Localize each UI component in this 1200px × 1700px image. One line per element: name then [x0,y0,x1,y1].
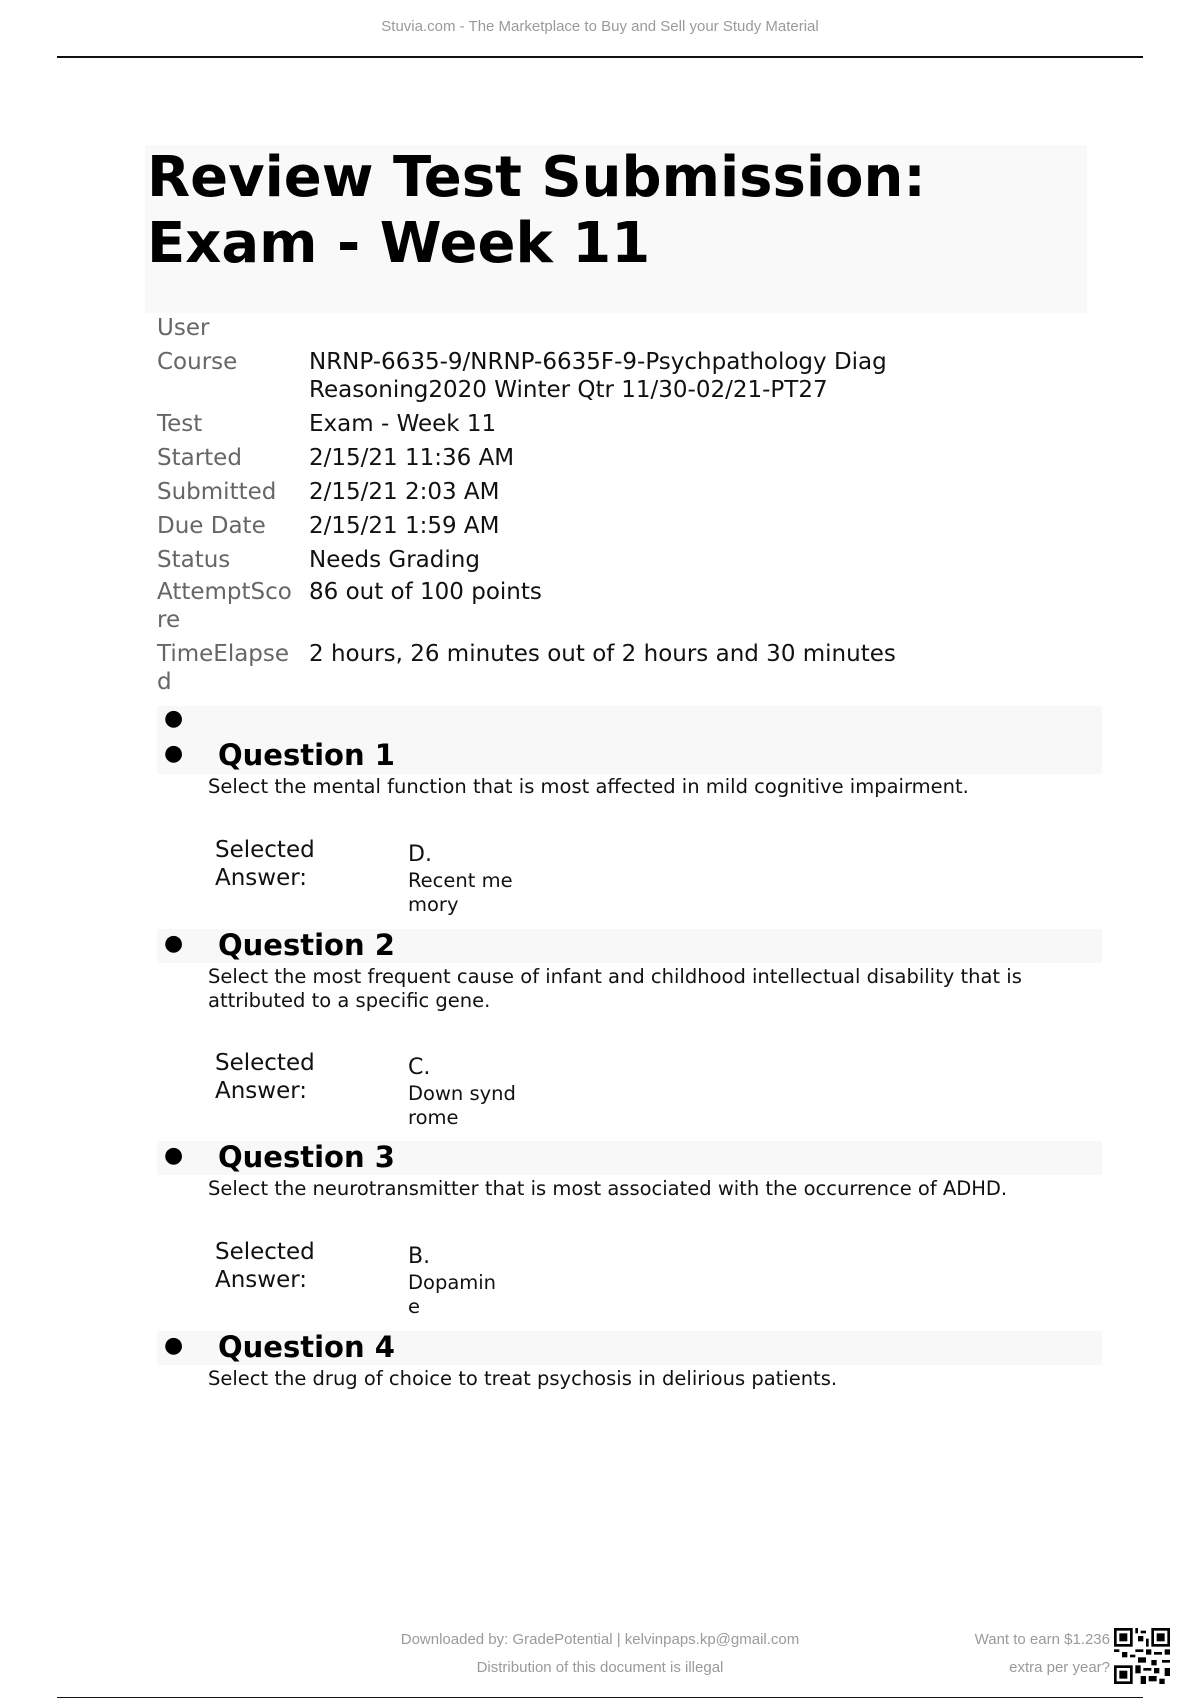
bullet-dot-icon: ● [164,931,184,956]
user-label: User [157,315,210,341]
page-title-line2: Exam - Week 11 [147,211,651,276]
qr-code-icon[interactable] [1114,1628,1170,1684]
footer-distribution: Distribution of this document is illegal [476,1659,724,1676]
meta-row-attempt-score [157,578,959,634]
started-label: Started [157,445,242,471]
question-4-text: Select the drug of choice to treat psychosis in delirious patients. [208,1367,838,1390]
question-2-answer-letter: C. [408,1055,431,1080]
title-box [145,145,1087,313]
footer-earn-line2: extra per year? [1009,1659,1110,1676]
status-value: Needs Grading [309,547,480,573]
footer-rule [57,1697,1143,1698]
question-1-selected-label: Selected Answer: [215,837,315,891]
test-label: Test [157,411,203,437]
attempt-score-value: 86 out of 100 points [309,579,542,605]
time-elapsed-label: TimeElapsed [157,641,290,695]
status-label: Status [157,547,231,573]
question-1-title: Question 1 [218,738,395,772]
submission-details [157,314,959,696]
question-3-text: Select the neurotransmitter that is most associated with the occurrence of ADHD. [208,1177,1008,1200]
question-3-answer-letter: B. [408,1244,431,1269]
course-value: NRNP-6635-9/NRNP-6635F-9-Psychpathology Diag Reasoning2020 Winter Qtr 11/30-02/21-PT27 [309,349,887,403]
footer-downloaded-by: Downloaded by: GradePotential | kelvinpaps.kp@gmail.com [400,1631,800,1648]
meta-row-test [157,410,959,438]
meta-row-started [157,444,959,472]
test-value: Exam - Week 11 [309,411,497,437]
started-value: 2/15/21 11:36 AM [309,445,515,471]
meta-row-submitted [157,478,959,506]
meta-row-status [157,546,959,574]
bullet-dot-icon: ● [164,741,184,766]
question-1-answer-letter: D. [408,842,432,867]
bullet-dot-icon: ● [164,1143,184,1168]
course-label: Course [157,349,238,375]
header-rule [57,56,1143,58]
question-1-answer-text: Recent memory [408,869,513,916]
stuvia-header: Stuvia.com - The Marketplace to Buy and Sell your Study Material [381,18,819,35]
submitted-value: 2/15/21 2:03 AM [309,479,500,505]
question-3-selected-label: Selected Answer: [215,1239,315,1293]
due-date-label: Due Date [157,513,266,539]
question-2-title: Question 2 [218,928,395,962]
bullet-dot-icon: ● [164,1333,184,1358]
question-3-answer-text: Dopamine [408,1271,497,1318]
page-title-line1: Review Test Submission: [147,145,926,210]
meta-row-user [157,314,959,342]
meta-row-due-date [157,512,959,540]
question-1-text: Select the mental function that is most affected in mild cognitive impairment. [208,775,969,798]
question-2-text: Select the most frequent cause of infant and childhood intellectual disability that is attributed to a specific gene. [208,965,1022,1012]
question-3-title: Question 3 [218,1140,395,1174]
due-date-value: 2/15/21 1:59 AM [309,513,500,539]
meta-row-time-elapsed [157,640,959,696]
question-4-title: Question 4 [218,1330,395,1364]
bullet-dot-icon: ● [164,706,184,731]
meta-row-course [157,348,959,404]
question-2-selected-label: Selected Answer: [215,1050,315,1104]
question-2-answer-text: Down syndrome [408,1082,516,1129]
footer-earn-line1: Want to earn $1.236 [974,1631,1110,1648]
submitted-label: Submitted [157,479,277,505]
attempt-score-label: AttemptScore [157,579,292,633]
page-title [145,145,1087,277]
time-elapsed-value: 2 hours, 26 minutes out of 2 hours and 30 minutes [309,641,896,667]
user-value [309,314,959,342]
